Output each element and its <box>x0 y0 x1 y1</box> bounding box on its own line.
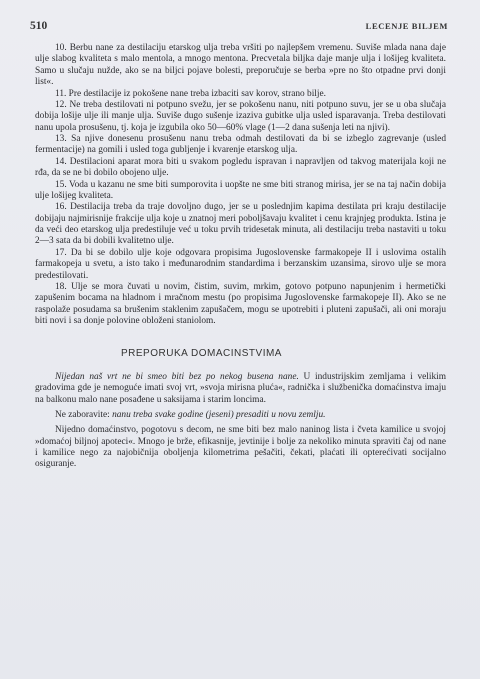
page-header <box>30 20 448 34</box>
section-paragraph-2 <box>35 410 446 421</box>
section-paragraph-1 <box>35 372 446 406</box>
page-number: 510 <box>30 20 48 32</box>
paragraph-18: 18. Ulje se mora čuvati u novim, čistim, suvim, mrkim, gotovo potpuno napunjenim i hermetički zapušenim bocama na hladnom i mračnom mestu (po propisima Jugoslovenske farmakopeje II). Ako se ne raspolaže posudama sa brušenim staklenim zapušačem, mogu se upotrebiti i pluteni zapušači, ali oni moraju biti novi i sa donje polovine obloženi staniolom. <box>35 281 446 326</box>
running-head: LECENJE BILJEM <box>365 21 448 31</box>
section-title: PREPORUKA DOMACINSTVIMA <box>121 348 282 360</box>
section-paragraph-3: Nijedno domaćinstvo, pogotovu s decom, ne sme biti bez malo naninog lista i čveta kamilice u svojoj »domaćoj biljnoj apoteci«. Mnogo je brže, efikasnije, jevtinije i bolje za nekoliko minuta spraviti čaj od nane i kamilice nego za najobičnija oboljenja kilometrima pešačiti, čekati, plaćati ili opterećivati socijalno osiguranje. <box>35 425 446 470</box>
paragraph-16: 16. Destilacija treba da traje dovoljno dugo, jer se u poslednjim kapima destilata pri kraju destilacije dobijaju najmirisnije frakcije ulja koje u znatnoj meri poboljšavaju kvalitet i cenu krajnjeg produkta. Istina je da veći deo etarskog ulja predestiluje već u toku prvih tridesetak minuta, ali destilaciju treba nastaviti u toku 2—3 sata da bi dobili kvalitetno ulje. <box>35 202 446 247</box>
paragraph-14: 14. Destilacioni aparat mora biti u svakom pogledu ispravan i napravljen od takvog materijala koji ne rđa, da se ne bi dobilo obojeno ulje. <box>35 156 446 179</box>
paragraph-15: 15. Voda u kazanu ne sme biti sumporovita i uopšte ne sme biti stranog mirisa, jer se na taj način dobija ulje lošijeg kvaliteta. <box>35 179 446 201</box>
section-paragraph-2-plain: Ne zaboravite: <box>55 409 113 420</box>
paragraph-10: 10. Berbu nane za destilaciju etarskog ulja treba vršiti po najlepšem vremenu. Suviše mlada nana daje ulje slabog kvaliteta s malo mentola, a mnogo mentona. Precvetala biljka daje manje ulja i lošijeg kvaliteta. Samo u slučaju nužde, ako se na biljci pojave bolesti, preporučuje se berba »pre no što otpadne prvi donji list«. <box>35 43 446 88</box>
section-paragraph-1-rest: U industrijskim zemljama i velikim gradovima gde je nemoguće imati svoj vrt, »svoja mirisna pluća«, radnička i službenička domaćinstva imaju na balkonu malo nane posađene u saksijama i starim loncima. <box>35 371 446 405</box>
paragraph-12: 12. Ne treba destilovati ni potpuno svežu, jer se pokošenu nanu, niti potpuno suvu, jer se u oba slučaja dobija lošije ulje ili manje ulja. Suviše dugo sušenje izaziva gubitke ulja usled isparavanja. Treba destilovati nanu upola prosušenu, tj. koja je izgubila oko 50—60% vlage (1—2 dana sušenja leti na njivi). <box>35 99 446 133</box>
paragraph-17: 17. Da bi se dobilo ulje koje odgovara propisima Jugoslovenske farmakopeje II i uslovima ostalih farmakopeja u svetu, a isto tako i međunarodnim standardima i berzanskim uzansima, sirovo ulje se mora predestilovati. <box>35 247 446 281</box>
page-body <box>35 43 446 471</box>
paragraph-11: 11. Pre destilacije iz pokošene nane treba izbaciti sav korov, strano bilje. <box>55 88 326 99</box>
section-paragraph-1-italic: Nijedan naš vrt ne bi smeo biti bez po nekog busena nane. <box>55 371 299 382</box>
section-paragraph-2-italic: nanu treba svake godine (jeseni) presaditi u novu zemlju. <box>112 409 326 420</box>
paragraph-13: 13. Sa njive donesenu prosušenu nanu treba odmah destilovati da bi se izbeglo zagrevanje (usled fermentacije) na gomili i usled toga gubljenje i kvarenje etarskog ulja. <box>35 134 446 156</box>
